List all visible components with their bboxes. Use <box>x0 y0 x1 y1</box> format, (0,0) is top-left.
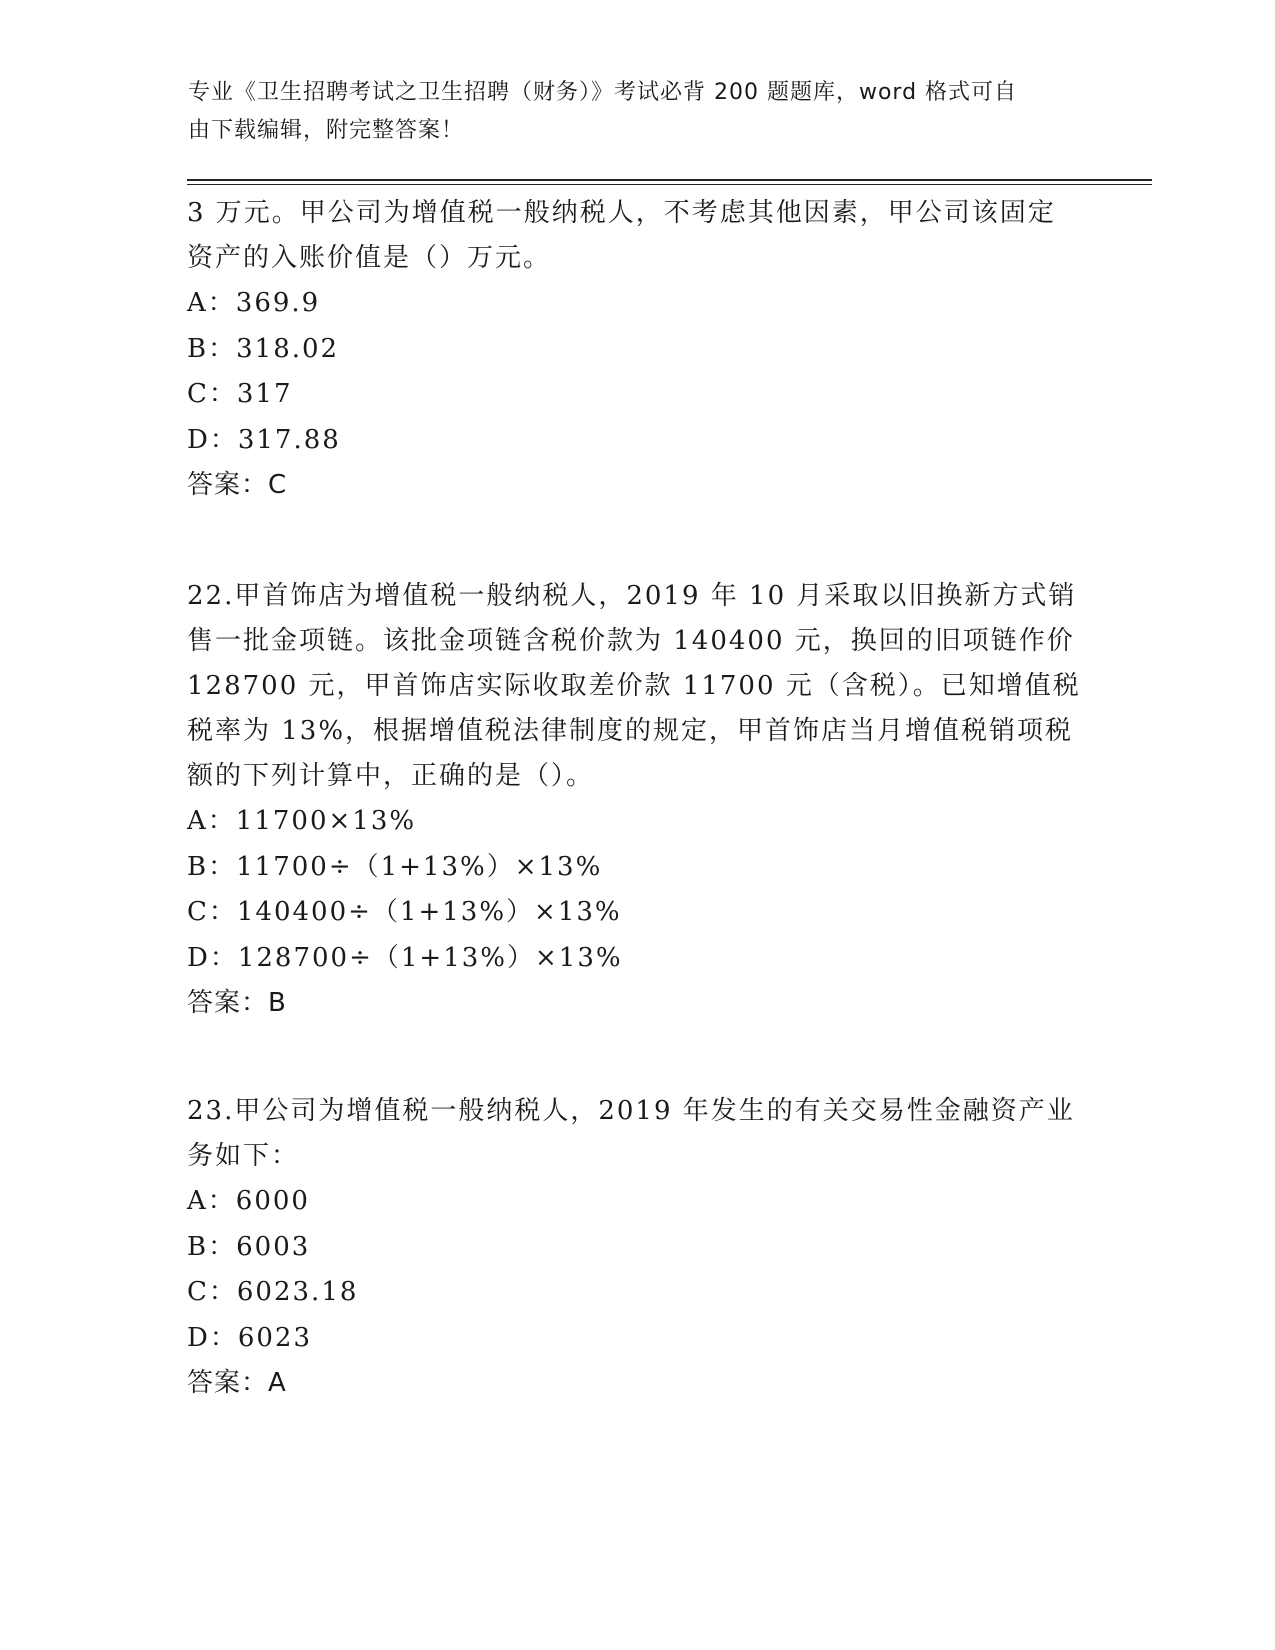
question-stem-line: 23.甲公司为增值税一般纳税人，2019 年发生的有关交易性金融资产业 <box>187 1096 1075 1126</box>
question-stem-line: 售一批金项链。该批金项链含税价款为 140400 元，换回的旧项链作价 <box>187 626 1075 656</box>
option-b: B：11700÷（1+13%）×13% <box>187 851 603 882</box>
header-rule-thin <box>187 184 1152 185</box>
option-a: A：11700×13% <box>187 806 417 836</box>
option-c: C：6023.18 <box>187 1277 359 1307</box>
header-line: 专业《卫生招聘考试之卫生招聘（财务）》考试必背 200 题题库，word 格式可自 <box>188 80 1018 105</box>
question-stem-line: 务如下： <box>187 1141 300 1171</box>
question-item <box>187 1089 1087 1405</box>
header-rule-thick <box>187 179 1152 181</box>
question-stem-line: 税率为 13%，根据增值税法律制度的规定，甲首饰店当月增值税销项税 <box>187 716 1074 746</box>
question-item <box>187 574 1087 1025</box>
option-d: D：6023 <box>187 1322 313 1353</box>
question-stem-line: 资产的入账价值是（）万元。 <box>187 243 552 273</box>
option-b: B：6003 <box>187 1231 311 1262</box>
document-header <box>188 74 1068 150</box>
option-a: A：369.9 <box>187 288 321 318</box>
answer-line: 答案：C <box>187 470 288 500</box>
option-c: C：317 <box>187 379 293 409</box>
answer-line: 答案：A <box>187 1368 287 1398</box>
question-item <box>187 191 1087 507</box>
spacer <box>187 1025 1087 1089</box>
option-d: D：128700÷（1+13%）×13% <box>187 942 623 973</box>
question-stem-line: 额的下列计算中，正确的是（）。 <box>187 761 595 791</box>
option-c: C：140400÷（1+13%）×13% <box>187 897 622 927</box>
answer-line: 答案：B <box>187 988 287 1018</box>
option-b: B：318.02 <box>187 333 340 364</box>
spacer <box>187 507 1087 574</box>
question-stem-line: 128700 元，甲首饰店实际收取差价款 11700 元（含税）。已知增值税 <box>187 671 1081 701</box>
question-stem-line: 3 万元。甲公司为增值税一般纳税人，不考虑其他因素，甲公司该固定 <box>187 198 1056 228</box>
question-list <box>187 191 1087 1405</box>
header-line: 由下载编辑，附完整答案！ <box>188 118 465 143</box>
question-stem-line: 22.甲首饰店为增值税一般纳税人，2019 年 10 月采取以旧换新方式销 <box>187 581 1077 611</box>
option-d: D：317.88 <box>187 424 341 455</box>
option-a: A：6000 <box>187 1186 310 1216</box>
